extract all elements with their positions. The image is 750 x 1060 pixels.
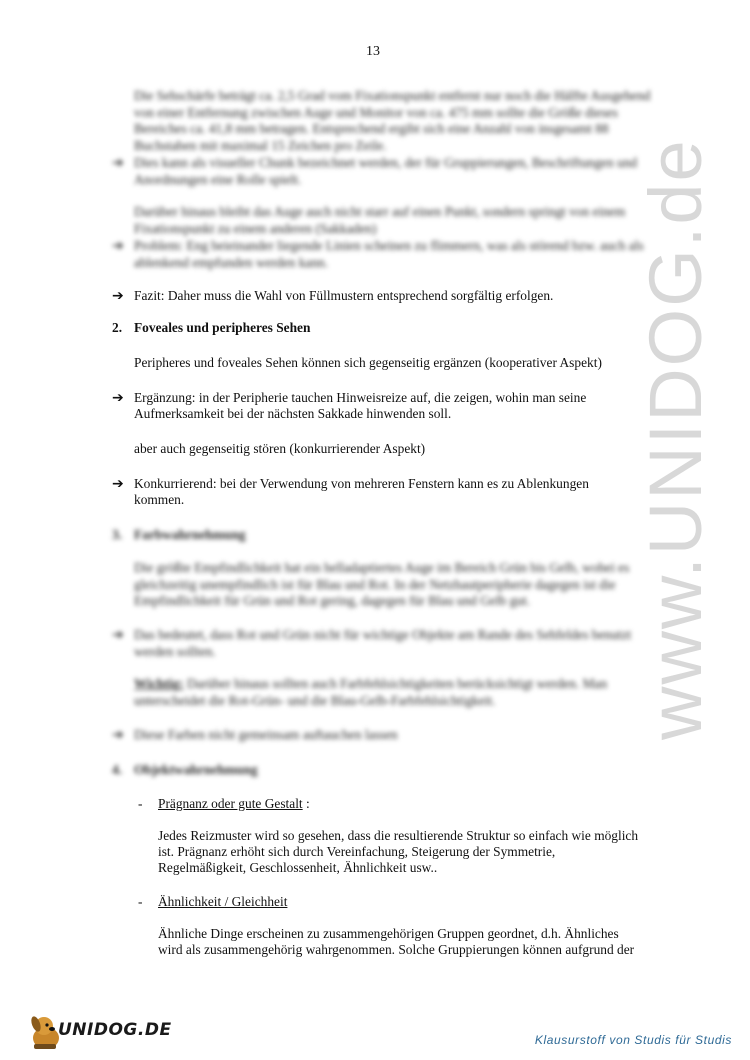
blurred-bullet-1: Dies kann als visueller Chunk bezeichnet werden, der für Gruppierungen, Beschriftungen und Anordnungen eine Rolle spielt. (134, 155, 638, 187)
section-number: 3. (112, 527, 123, 542)
blurred-bullet-2: Problem: Eng beieinander liegende Linien scheinen zu flimmern, was als störend bzw. auch als ablenkend empfunden werden kann. (134, 238, 644, 270)
konkurrierend-line-2: kommen. (134, 492, 185, 507)
konkurrierend-line-1: Konkurrierend: bei der Verwendung von mehreren Fenstern kann es zu Ablenkungen (134, 476, 589, 491)
blurred-bullet: Das bedeutet, dass Rot und Grün nicht für wichtige Objekte am Rande des Sehfeldes benutzt werden sollten. (134, 627, 632, 659)
list-dash: - (138, 796, 143, 811)
arrow-right-icon: ➔ (112, 627, 124, 643)
fazit-text: Fazit: Daher muss die Wahl von Füllmustern entsprechend sorgfältig erfolgen. (134, 288, 554, 303)
blurred-bullet: Diese Farben nicht gemeinsam auftauchen lassen (134, 727, 398, 742)
arrow-right-icon: ➔ (112, 238, 124, 254)
section2-intro: Peripheres und foveales Sehen können sich gegenseitig ergänzen (kooperativer Aspekt) (134, 355, 602, 370)
wichtig-text: Darüber hinaus sollten auch Farbfehlsichtigkeiten berücksichtigt werden. Man unterscheidet die Rot-Grün- und die Blau-Gelb-Farbfehlsichtigkeit. (134, 676, 608, 708)
blurred-paragraph-2: Darüber hinaus bleibt das Auge auch nicht starr auf einen Punkt, sondern springt von einem Fixationspunkt zu einem anderen (Sakkaden) (134, 204, 626, 236)
item-title: Prägnanz oder gute Gestalt (158, 796, 303, 811)
section-heading: Farbwahrnehmung (134, 527, 246, 542)
item1-line-3: Regelmäßigkeit, Geschlossenheit, Ähnlichkeit usw.. (158, 860, 438, 875)
blurred-paragraph-1: Die Sehschärfe beträgt ca. 2,5 Grad vom Fixationspunkt entfernt nur noch die Hälfte Ausgehend von einer Entfernung zwischen Auge und Monitor von ca. 475 mm sollte die Größe dieses Bereiches ca. 41,8 mm betragen. Entsprechend ergibt sich eine Anzahl von insgesamt 88 Buchstaben mit maximal 15 Zeichen pro Zeile. (134, 88, 651, 153)
section-number: 4. (112, 762, 123, 777)
ergaenzung-line-2: Aufmerksamkeit bei der nächsten Sakkade hinwenden soll. (134, 406, 452, 421)
item-title-colon: : (302, 796, 310, 811)
logo-text: UNIDOG.DE (58, 1020, 172, 1040)
ergaenzung-line-1: Ergänzung: in der Peripherie tauchen Hinweisreize auf, die zeigen, wohin man seine (134, 390, 587, 405)
blurred-paragraph: Die größte Empfindlichkeit hat ein helladaptiertes Auge im Bereich Grün bis Gelb, wobei es gleichzeitig unempfindlich ist für Blau und Rot. In der Netzhautperipherie dagegen ist die Empfindlichkeit für Grün und Rot gering, dagegen für Blau und Gelb gut. (134, 560, 630, 608)
arrow-right-icon: ➔ (112, 390, 124, 406)
watermark: www.UNIDOG.de (634, 138, 717, 740)
section-heading: Foveales und peripheres Sehen (134, 320, 311, 335)
item2-line-2: wird als zusammengehörig wahrgenommen. Solche Gruppierungen können aufgrund der (158, 942, 635, 957)
arrow-right-icon: ➔ (112, 476, 124, 492)
item2-line-1: Ähnliche Dinge erscheinen zu zusammengehörigen Gruppen geordnet, d.h. Ähnliches (158, 926, 619, 941)
footer-tagline: Klausurstoff von Studis für Studis (534, 1033, 732, 1047)
page-number: 13 (366, 44, 380, 59)
arrow-right-icon: ➔ (112, 155, 124, 171)
list-item-title (158, 796, 310, 813)
list-dash: - (138, 894, 143, 909)
wichtig-label: Wichtig: (134, 676, 184, 691)
item1-line-1: Jedes Reizmuster wird so gesehen, dass die resultierende Struktur so einfach wie möglich (158, 828, 639, 843)
aber-text: aber auch gegenseitig stören (konkurrierender Aspekt) (134, 441, 426, 456)
arrow-right-icon: ➔ (112, 727, 124, 743)
item1-line-2: ist. Prägnanz erhöht sich durch Vereinfachung, Steigerung der Symmetrie, (158, 844, 556, 859)
unidog-logo[interactable] (26, 1012, 172, 1052)
section-number: 2. (112, 320, 123, 335)
section-heading: Objektwahrnehmung (134, 762, 258, 777)
arrow-right-icon: ➔ (112, 288, 124, 304)
item-title: Ähnlichkeit / Gleichheit (158, 894, 288, 909)
blurred-wichtig (134, 676, 658, 709)
